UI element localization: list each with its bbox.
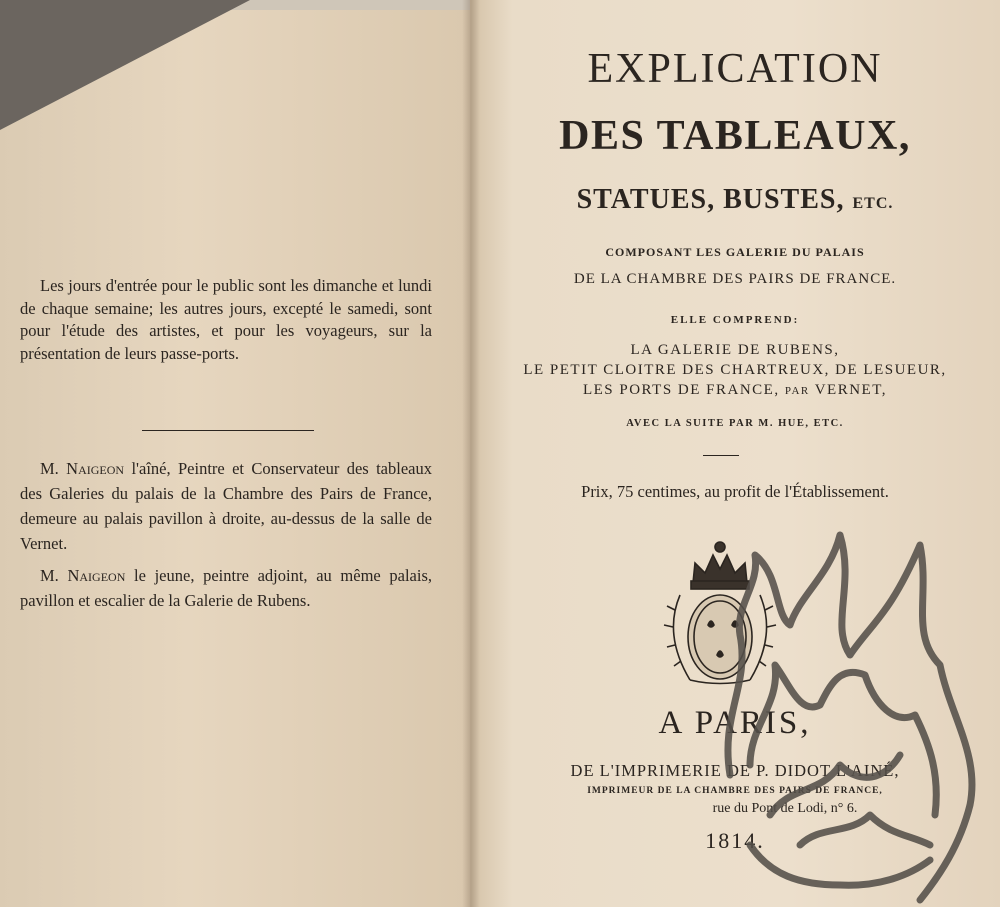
contents-suffix: AVEC LA SUITE PAR M. HUE, ETC.: [626, 418, 844, 429]
subtitle-line-1: COMPOSANT LES GALERIE DU PALAIS: [605, 245, 865, 259]
year-line: 1814.: [705, 828, 765, 853]
contents-item: [470, 380, 1000, 401]
visiting-hours-notice: Les jours d'entrée pour le public sont les dimanche et lundi de chaque semaine; les autres jours, excepté le samedi, sont pour l'étude des artistes, et pour les voyageurs, sur la présentation de leurs passe-ports.: [20, 276, 432, 363]
title-line-1: EXPLICATION: [587, 46, 883, 92]
contents-item-text: LA GALERIE DE RUBENS,: [630, 342, 840, 358]
contents-list: [470, 340, 1000, 401]
contents-heading: ELLE COMPREND:: [670, 314, 800, 326]
subtitle-line-2: DE LA CHAMBRE DES PAIRS DE FRANCE.: [573, 271, 897, 287]
title-divider: [703, 455, 739, 456]
curator-paragraph: [20, 456, 432, 556]
title-line-3-etc: ETC.: [852, 195, 894, 212]
address-line: rue du Pont de Lodi, n° 6.: [712, 801, 858, 816]
contents-item: [470, 360, 1000, 380]
curator-text: l'aîné, Peintre et Conservateur des tableaux des Galeries du palais de la Chambre des Pairs de France, demeure au palais pavillon à droite, au-dessus de la salle de Vernet.: [20, 459, 432, 553]
folded-corner: [0, 0, 250, 130]
contents-item-text: LE PETIT CLOITRE DES CHARTREUX, DE LESUEUR,: [523, 362, 947, 378]
place-line: A PARIS,: [658, 705, 812, 741]
title-line-2: DES TABLEAUX,: [559, 113, 911, 159]
price-line: Prix, 75 centimes, au profit de l'Établissement.: [581, 482, 889, 501]
assistant-paragraph: [20, 563, 432, 613]
contents-item: [470, 340, 1000, 360]
assistant-text: le jeune, peintre adjoint, au même palais, pavillon et escalier de la Galerie de Rubens.: [20, 566, 433, 610]
contents-item-tail: VERNET,: [809, 382, 888, 398]
contents-item-small: PAR: [784, 385, 810, 397]
title-line-3-main: STATUES, BUSTES,: [576, 184, 845, 215]
printer-title-line: IMPRIMEUR DE LA CHAMBRE DES PAIRS DE FRANCE,: [587, 786, 883, 796]
assistant-name: M. Naigeon: [40, 566, 126, 585]
left-divider: [142, 430, 314, 431]
ink-stamp-icon: [690, 515, 990, 905]
title-line-3: [470, 184, 1000, 216]
printer-line: DE L'IMPRIMERIE DE P. DIDOT L'AINÉ,: [570, 761, 900, 780]
contents-item-text: LES PORTS DE FRANCE,: [582, 382, 785, 398]
curator-name: M. Naigeon: [40, 459, 125, 478]
